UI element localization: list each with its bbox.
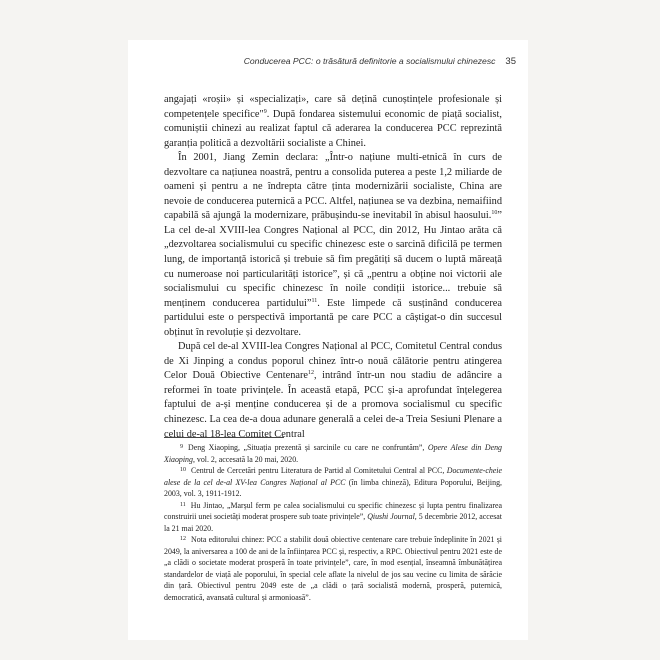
footnote-ref-9: 9 — [263, 108, 267, 115]
paragraph-3 — [164, 340, 502, 442]
page-number: 35 — [505, 56, 516, 67]
paragraph-2 — [164, 151, 502, 340]
paragraph-1-text-cont: . După fondarea sistemului economic de piață socialist, comuniștii chinezi au realizat faptul că aderarea la conducerea PCC reprezintă garanția politică a dezvoltării socialiste a Chinei. — [164, 108, 503, 149]
paragraph-3-text: După cel de-al XVIII-lea Congres Național al PCC, Comitetul Central condus de Xi Jinping a condus poporul chinez într-o nouă călătorie pentru atingerea Celor Două Obiective Centenare — [164, 341, 502, 382]
footnote-number: 12 — [180, 536, 186, 542]
footnote-title: Opere Alese din Deng Xiaoping — [164, 443, 502, 464]
paragraph-1-text: angajați «roșii» și «specializați», care să dețină cunoștințele profesionale și competențele specifice" — [164, 94, 502, 120]
footnote-ref-10: 10 — [491, 210, 498, 217]
running-header — [142, 56, 516, 67]
paragraph-2-text-cont: ” La cel de-al XVIII-lea Congres Național al PCC, din 2012, Hu Jintao arăta că „dezvoltarea socialismului cu specific chinezesc este o sarcină dificilă pe termen lung, de importanță istorică și trebuie să fim pregătiți să ducem o luptă măreață cu numeroase noi particularități istorice”, și că „pentru a obține noi victorii ale socialismului cu specific chinezesc în noile condiții istorice... trebuie să menținem conducerea partidului” — [164, 210, 502, 309]
footnote-title: Documente-cheie alese de la cel de-al XV-lea Congres Național al PCC — [164, 466, 502, 487]
paragraph-3-text-cont: , intrând într-un nou stadiu de adâncire a reformei în toate privințele. În această etapă, PCC și-a aprofundat înțelegerea faptului de a-și menține conducerea și de a promova socialismul cu specific chinezesc. La cea de-a doua adunare generală a celei de-a Treia Sesiuni Plenare a celui de-al 18-lea Comitet Central — [164, 370, 502, 440]
footnote-text: (în limba chineză), Editura Poporului, Beijing, 2003, vol. 3, 1911-1912. — [164, 477, 502, 498]
running-title: Conducerea PCC: o trăsătură definitorie a socialismului chinezesc — [243, 56, 496, 66]
paragraph-2-text-end: . Este limpede că susținând conducerea partidului este o perspectivă importantă pe care PCC a câștigat-o din succesul obținut în revoluție și dezvoltare. — [164, 297, 502, 338]
footnote-text: Nota editorului chinez: PCC a stabilit două obiective centenare care trebuie îndeplinite în 2021 și 2049, la aniversarea a 100 de ani de la înființarea PCC și, respectiv, a RPC. Obiectivul pentru 2021 este de „a clădi o societate moderat prosperă în toate privințele”, care, în mod esențial, înseamnă îmbunătățirea standardelor de viață ale poporului, în special cele aflate la nivelul de jos sau vecine cu limita de sărăcie din țară. Obiectivul pentru 2049 este de „a clădi o țară socialistă modernă, prosperă, puternică, democratică, avansată cultural și armonioasă”. — [164, 535, 502, 602]
footnote-ref-12: 12 — [308, 370, 315, 377]
paragraph-2-text: În 2001, Jiang Zemin declara: „Într-o națiune multi-etnică în curs de dezvoltare ca națiunea noastră, pentru a consolida puterea a peste 1,2 miliarde de oameni și pentru a ne îndrepta către ținta modernizării socialiste, China are nevoie de conducerea puternică a PCC. Altfel, națiunea se va dezbina, nemaifiind capabilă să ajungă la modernizare, prăbușindu-se inevitabil în abisul haosului. — [164, 152, 502, 222]
footnote-title: Qiushi Journal — [367, 512, 415, 521]
footnote-text: Deng Xiaoping, „Situația prezentă și sarcinile cu care ne confruntăm”, — [188, 443, 428, 452]
footnote-ref-11: 11 — [311, 297, 318, 304]
footnote-text: Hu Jintao, „Marșul ferm pe calea socialismului cu specific chinezesc și lupta pentru finalizarea construirii unei societăți moderat prospere sub toate privințele”, — [164, 500, 502, 521]
footnote-number: 9 — [180, 444, 183, 450]
footnote-11 — [164, 500, 502, 535]
footnotes — [164, 442, 502, 603]
footnote-divider — [164, 437, 284, 438]
footnote-10 — [164, 465, 502, 500]
body-text — [164, 93, 502, 442]
footnote-9 — [164, 442, 502, 465]
footnote-number: 11 — [180, 501, 186, 508]
footnote-12 — [164, 534, 502, 603]
footnote-number: 10 — [180, 467, 186, 473]
footnote-text: , 5 decembrie 2012, accesat la 21 mai 2020. — [164, 512, 502, 533]
footnote-text: Centrul de Cercetări pentru Literatura de Partid al Comitetului Central al PCC, — [191, 466, 447, 475]
paragraph-1 — [164, 93, 502, 151]
footnote-text: , vol. 2, accesată la 20 mai, 2020. — [192, 454, 299, 464]
